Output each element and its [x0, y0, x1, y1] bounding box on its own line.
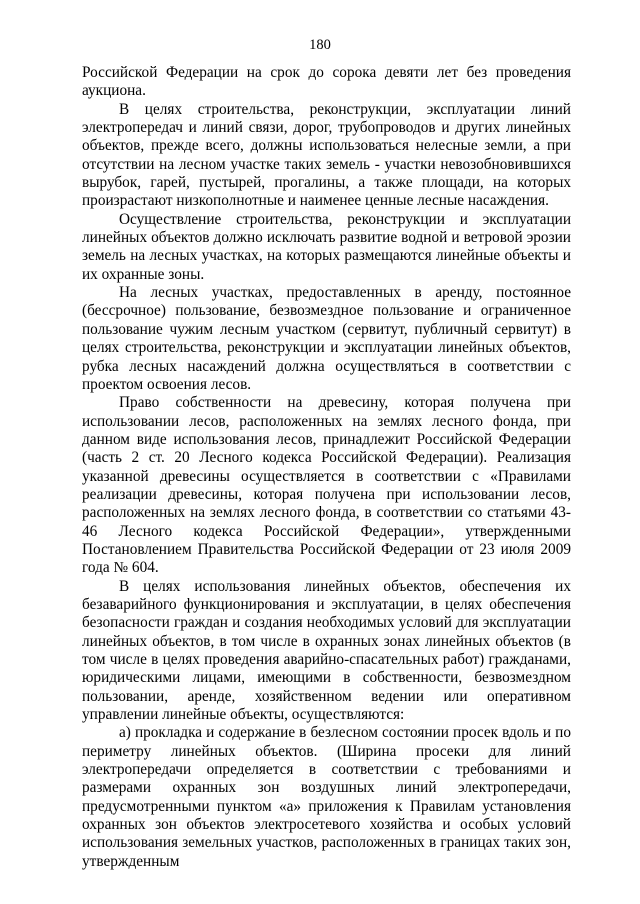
document-body [82, 64, 571, 871]
paragraph-leased-plots: На лесных участках, предоставленных в аренду, постоянное (бессрочное) пользование, безвозмездное пользование и ограниченное пользование чужим лесным участком (сервитут, публичный сервитут) в целях строительства, реконструкции и эксплуатации линейных объектов, рубка лесных насаждений должна осуществляться в соответствии с проектом освоения лесов. [82, 284, 571, 393]
paragraph-erosion: Осуществление строительства, реконструкции и эксплуатации линейных объектов должно исключать развитие водной и ветровой эрозии земель на лесных участках, на которых размещаются линейные объекты и их охранные зоны. [82, 210, 571, 283]
paragraph-item-a: а) прокладка и содержание в безлесном состоянии просек вдоль и по периметру линейных объектов. (Ширина просеки для линий электропередачи определяется в соответствии с требованиями и размерами охранных зон воздушных линий электропередачи, предусмотренными пунктом «а» приложения к Правилам установления охранных зон объектов электросетевого хозяйства и особых условий использования земельных участков, расположенных в границах таких зон, утвержденным [82, 724, 571, 870]
paragraph-operation-purposes: В целях использования линейных объектов, обеспечения их безаварийного функционирования и эксплуатации, в целях обеспечения безопасности граждан и создания необходимых условий для эксплуатации линейных объектов, в том числе в охранных зонах линейных объектов (в том числе в целях проведения аварийно-спасательных работ) гражданами, юридическими лицами, имеющими в собственности, безвозмездном пользовании, аренде, хозяйственном ведении или оперативном управлении линейные объекты, осуществляются: [82, 577, 571, 724]
paragraph-linear-objects-lands: В целях строительства, реконструкции, эксплуатации линий электропередач и линий связи, дорог, трубопроводов и других линейных объектов, прежде всего, должны использоваться нелесные земли, а при отсутствии на лесном участке таких земель - участки невозобновившихся вырубок, гарей, пустырей, прогалины, а также площади, на которых произрастают низкополнотные и наименее ценные лесные насаждения. [82, 100, 571, 210]
page-number: 180 [309, 37, 331, 53]
paragraph-wood-ownership: Право собственности на древесину, которая получена при использовании лесов, расположенных на землях лесного фонда, при данном виде использования лесов, принадлежит Российской Федерации (часть 2 ст. 20 Лесного кодекса Российской Федерации). Реализация указанной древесины осуществляется в соответствии с «Правилами реализации древесины, которая получена при использовании лесов, расположенных на землях лесного фонда, в соответствии со статьями 43-46 Лесного кодекса Российской Федерации», утвержденными Постановлением Правительства Российской Федерации от 23 июля 2009 года № 604. [82, 394, 571, 577]
paragraph-continuation: Российской Федерации на срок до сорока девяти лет без проведения аукциона. [82, 64, 571, 100]
